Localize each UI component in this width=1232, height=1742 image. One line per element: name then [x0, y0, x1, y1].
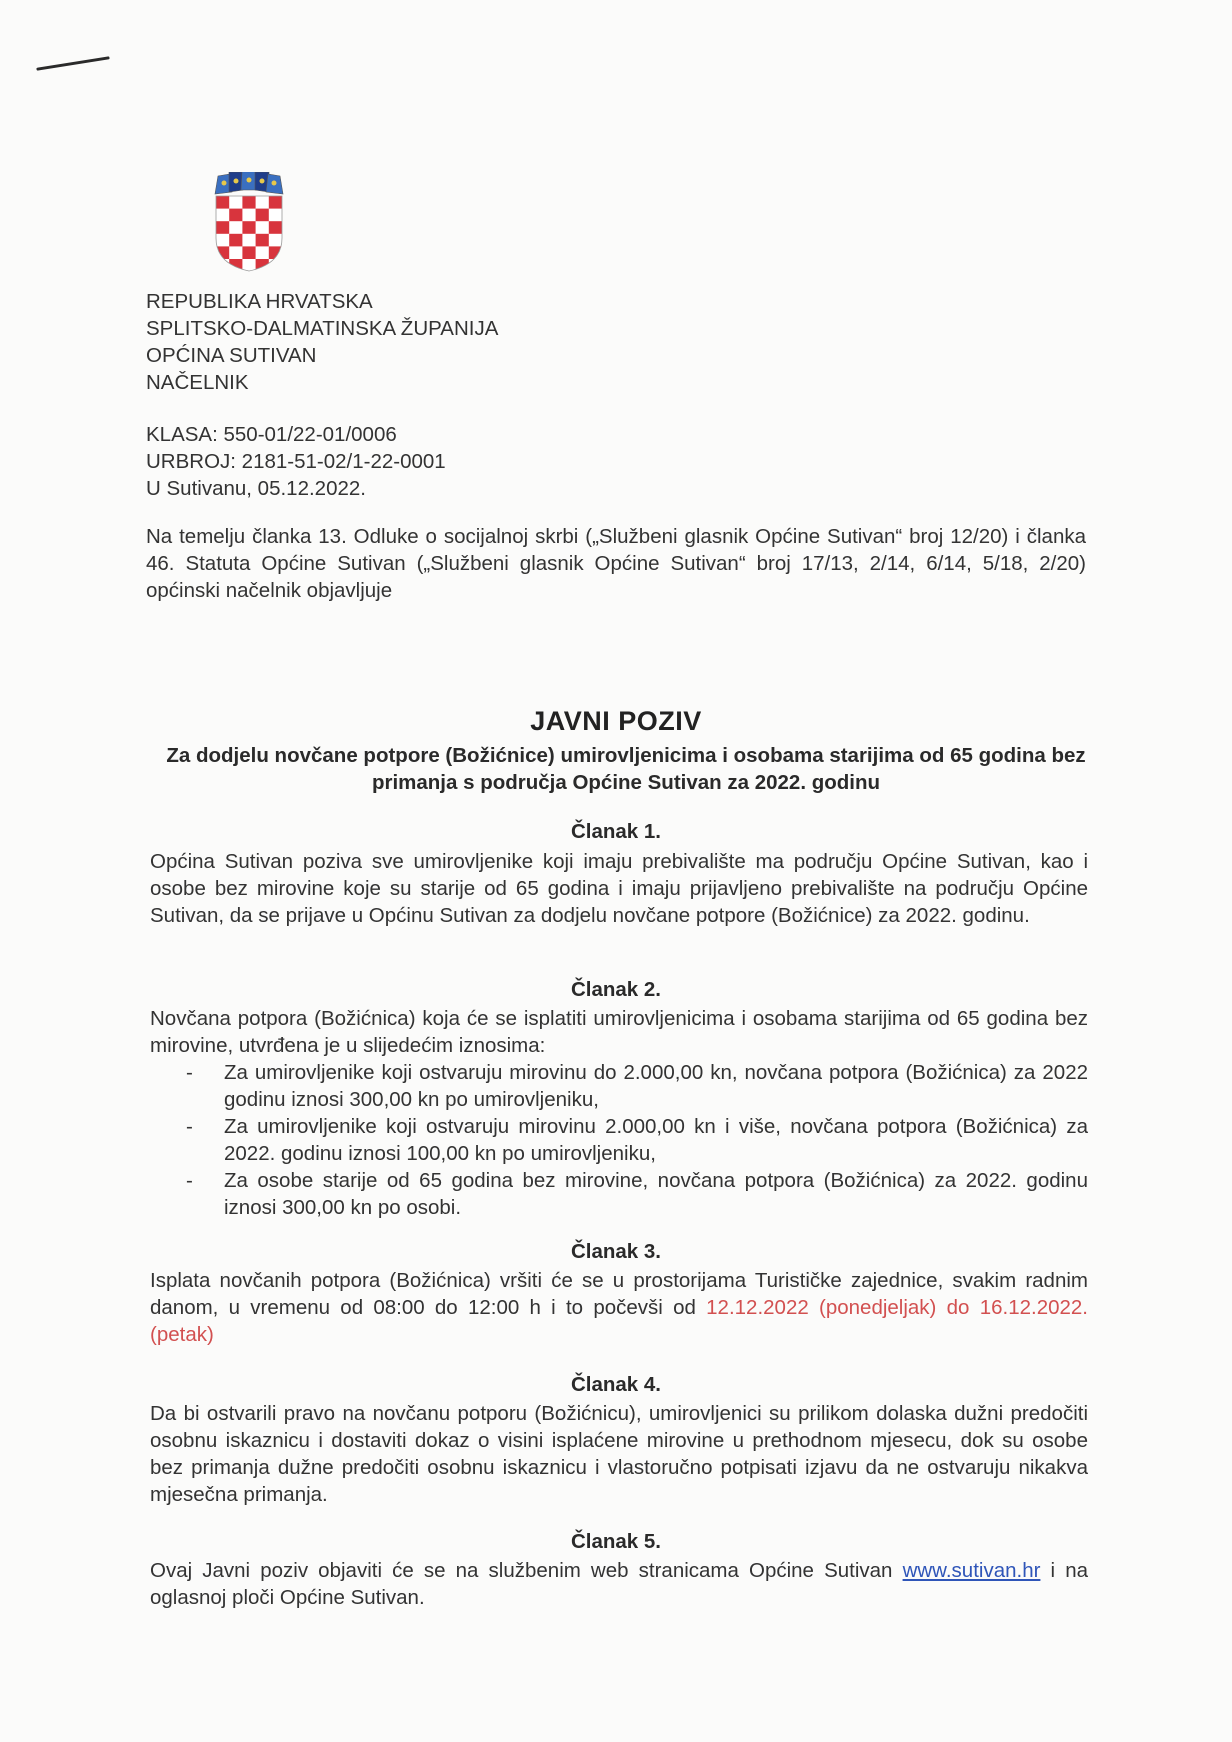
header-line: SPLITSKO-DALMATINSKA ŽUPANIJA — [146, 317, 499, 340]
article-5-heading: Članak 5. — [570, 1530, 662, 1553]
list-item — [150, 1059, 1088, 1113]
page-subtitle: Za dodjelu novčane potpore (Božićnice) umirovljenicima i osobama starijima od 65 godina bez primanja s područja Općine Sutivan za 2022. godinu — [166, 744, 1086, 794]
list-item-text: Za umirovljenike koji ostvaruju mirovinu 2.000,00 kn i više, novčana potpora (Božićnica) za 2022. godinu iznosi 100,00 kn po umirovljeniku, — [224, 1115, 1088, 1165]
article-1-heading: Članak 1. — [570, 820, 662, 843]
header-line: NAČELNIK — [146, 371, 249, 394]
article-3-heading: Članak 3. — [570, 1240, 662, 1263]
intro-paragraph: Na temelju članka 13. Odluke o socijalnoj skrbi („Službeni glasnik Općine Sutivan“ broj 12/20) i članka 46. Statuta Općine Sutivan („Službeni glasnik Općine Sutivan“ broj 17/13, 2/14, 6/14, 5/18, 2/20) općinski načelnik objavljuje — [146, 525, 1086, 602]
header-line: OPĆINA SUTIVAN — [146, 344, 317, 367]
bullet-marker: - — [186, 1115, 193, 1138]
list-item — [150, 1113, 1088, 1167]
article-5-text — [150, 1557, 1088, 1611]
pen-mark — [36, 56, 110, 71]
payment-dates: 12.12.2022 (ponedjeljak) do 16.12.2022. (petak) — [150, 1296, 1088, 1346]
article-4-heading: Članak 4. — [570, 1373, 662, 1396]
website-link[interactable]: www.sutivan.hr — [902, 1559, 1041, 1582]
header-line: REPUBLIKA HRVATSKA — [146, 290, 373, 313]
article-5-text-after: i na oglasnoj ploči Općine Sutivan. — [150, 1559, 1088, 1609]
reference-block — [146, 421, 1086, 502]
article-3-text — [150, 1267, 1088, 1348]
list-item — [150, 1167, 1088, 1221]
urbroj: URBROJ: 2181-51-02/1-22-0001 — [146, 450, 446, 473]
klasa: KLASA: 550-01/22-01/0006 — [146, 423, 397, 446]
page-title: JAVNI POZIV — [530, 706, 702, 736]
article-4-text: Da bi ostvarili pravo na novčanu potporu (Božićnicu), umirovljenici su prilikom dolaska dužni predočiti osobnu iskaznicu i dostaviti dokaz o visini isplaćene mirovine u prethodnom mjesecu, dok su osobe bez primanja dužne predočiti osobnu iskaznicu i vlastoručno potpisati izjavu da ne ostvaruju nikakva mjesečna primanja. — [150, 1402, 1088, 1506]
article-1-text: Općina Sutivan poziva sve umirovljenike koji imaju prebivalište ma području Općine Sutivan, kao i osobe bez mirovine koje su starije od 65 godina i imaju prijavljeno prebivalište na području Općine Sutivan, da se prijave u Općinu Sutivan za dodjelu novčane potpore (Božićnice) za 2022. godinu. — [150, 850, 1088, 927]
place-date: U Sutivanu, 05.12.2022. — [146, 477, 366, 500]
croatian-coat-of-arms-icon — [212, 172, 286, 272]
article-3-text-main: Isplata novčanih potpora (Božićnica) vršiti će se u prostorijama Turističke zajednice, svakim radnim danom, u vremenu od 08:00 do 12:00 h i to počevši od — [150, 1269, 1088, 1319]
issuer-header — [146, 288, 1086, 396]
article-2-heading: Članak 2. — [570, 978, 662, 1001]
article-5-text-before: Ovaj Javni poziv objaviti će se na službenim web stranicama Općine Sutivan — [150, 1559, 903, 1582]
article-2-text: Novčana potpora (Božićnica) koja će se isplatiti umirovljenicima i osobama starijima od 65 godina bez mirovine, utvrđena je u slijedećim iznosima: — [150, 1007, 1088, 1057]
bullet-marker: - — [186, 1169, 193, 1192]
list-item-text: Za umirovljenike koji ostvaruju mirovinu do 2.000,00 kn, novčana potpora (Božićnica) za 2022 godinu iznosi 300,00 kn po umirovljeniku, — [224, 1061, 1088, 1111]
bullet-marker: - — [186, 1061, 193, 1084]
article-2-list — [150, 1059, 1088, 1221]
list-item-text: Za osobe starije od 65 godina bez mirovine, novčana potpora (Božićnica) za 2022. godinu iznosi 300,00 kn po osobi. — [224, 1169, 1088, 1219]
